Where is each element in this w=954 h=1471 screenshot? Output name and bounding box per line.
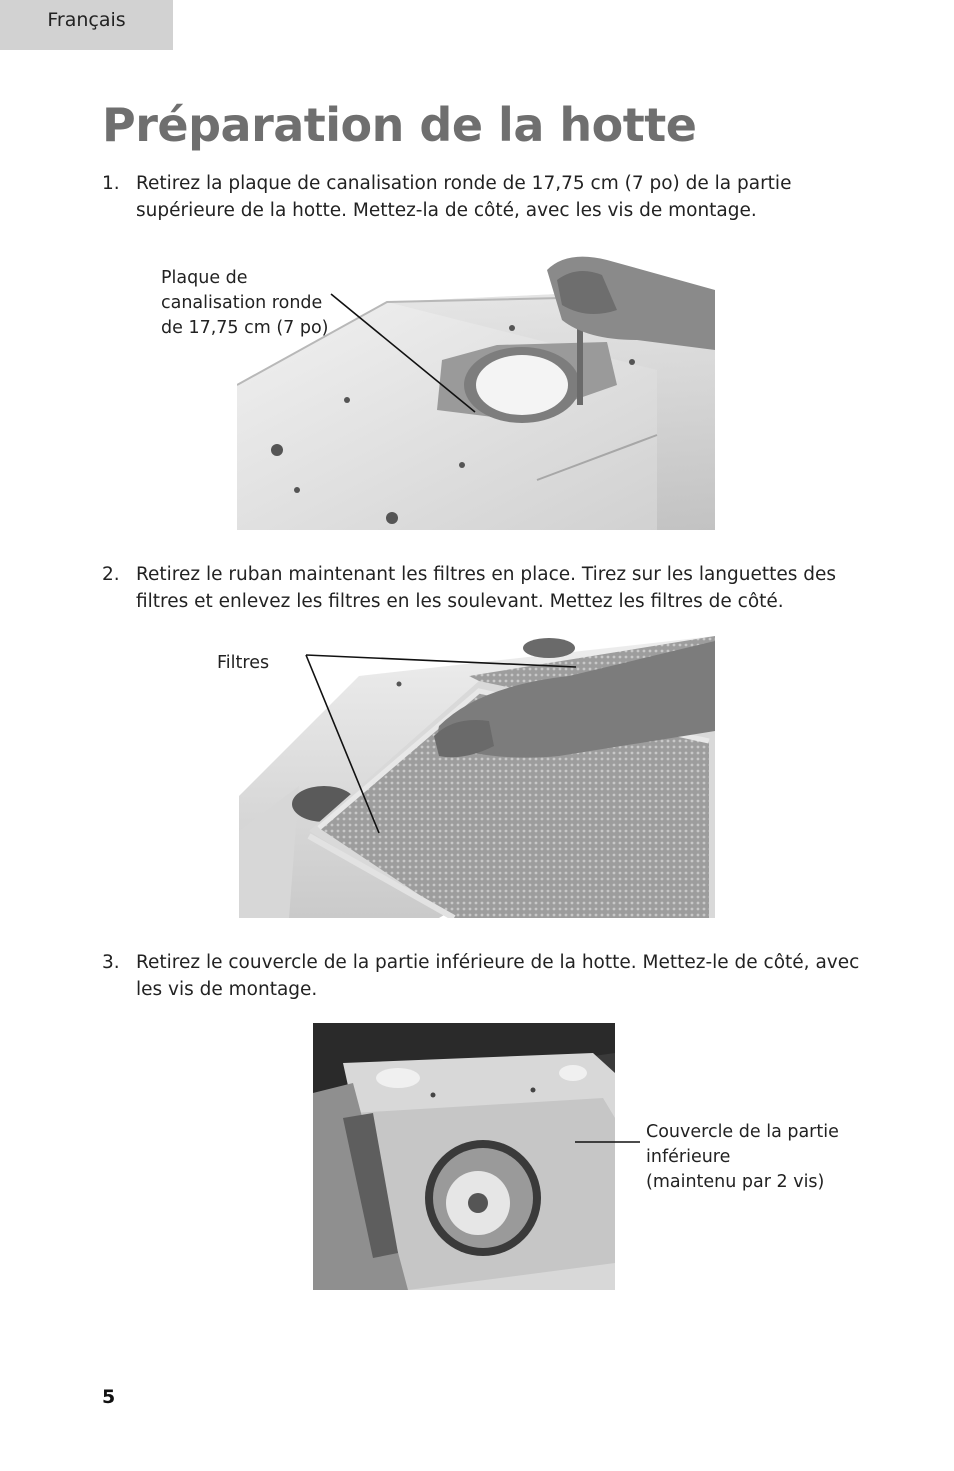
callout-bottom-cover-line-2: inférieure [646, 1147, 731, 1167]
callout-filters-line-1: Filtres [217, 653, 270, 673]
step-3 [102, 949, 862, 1003]
step-2 [102, 561, 862, 615]
step-3-number: 3. [102, 952, 120, 973]
callout-filters [217, 651, 269, 676]
photo-bottom-cover [313, 1023, 615, 1290]
step-2-text: Retirez le ruban maintenant les filtres en place. Tirez sur les languettes des filtres et enlevez les filtres en les soulevant. Mettez les filtres de côté. [136, 564, 837, 612]
bottom-cover-illustration [313, 1023, 615, 1290]
callout-bottom-cover [646, 1120, 839, 1195]
language-tab: Français [0, 0, 173, 50]
callout-duct-plate [161, 266, 329, 341]
step-2-number: 2. [102, 564, 120, 585]
step-1-text: Retirez la plaque de canalisation ronde de 17,75 cm (7 po) de la partie supérieure de la hotte. Mettez-la de côté, avec les vis de montage. [136, 173, 792, 221]
step-1 [102, 170, 862, 224]
callout-bottom-cover-line-1: Couvercle de la partie [646, 1122, 839, 1142]
photo-filter-removal [239, 636, 715, 918]
callout-bottom-cover-line-3: (maintenu par 2 vis) [646, 1172, 825, 1192]
page-number: 5 [102, 1386, 116, 1408]
step-1-number: 1. [102, 173, 120, 194]
callout-duct-plate-line-3: de 17,75 cm (7 po) [161, 318, 329, 338]
callout-duct-plate-line-1: Plaque de [161, 268, 248, 288]
filters-illustration [239, 636, 715, 918]
page-title: Préparation de la hotte [102, 98, 697, 152]
callout-duct-plate-line-2: canalisation ronde [161, 293, 323, 313]
step-3-text: Retirez le couvercle de la partie inférieure de la hotte. Mettez-le de côté, avec les vis de montage. [136, 952, 860, 1000]
